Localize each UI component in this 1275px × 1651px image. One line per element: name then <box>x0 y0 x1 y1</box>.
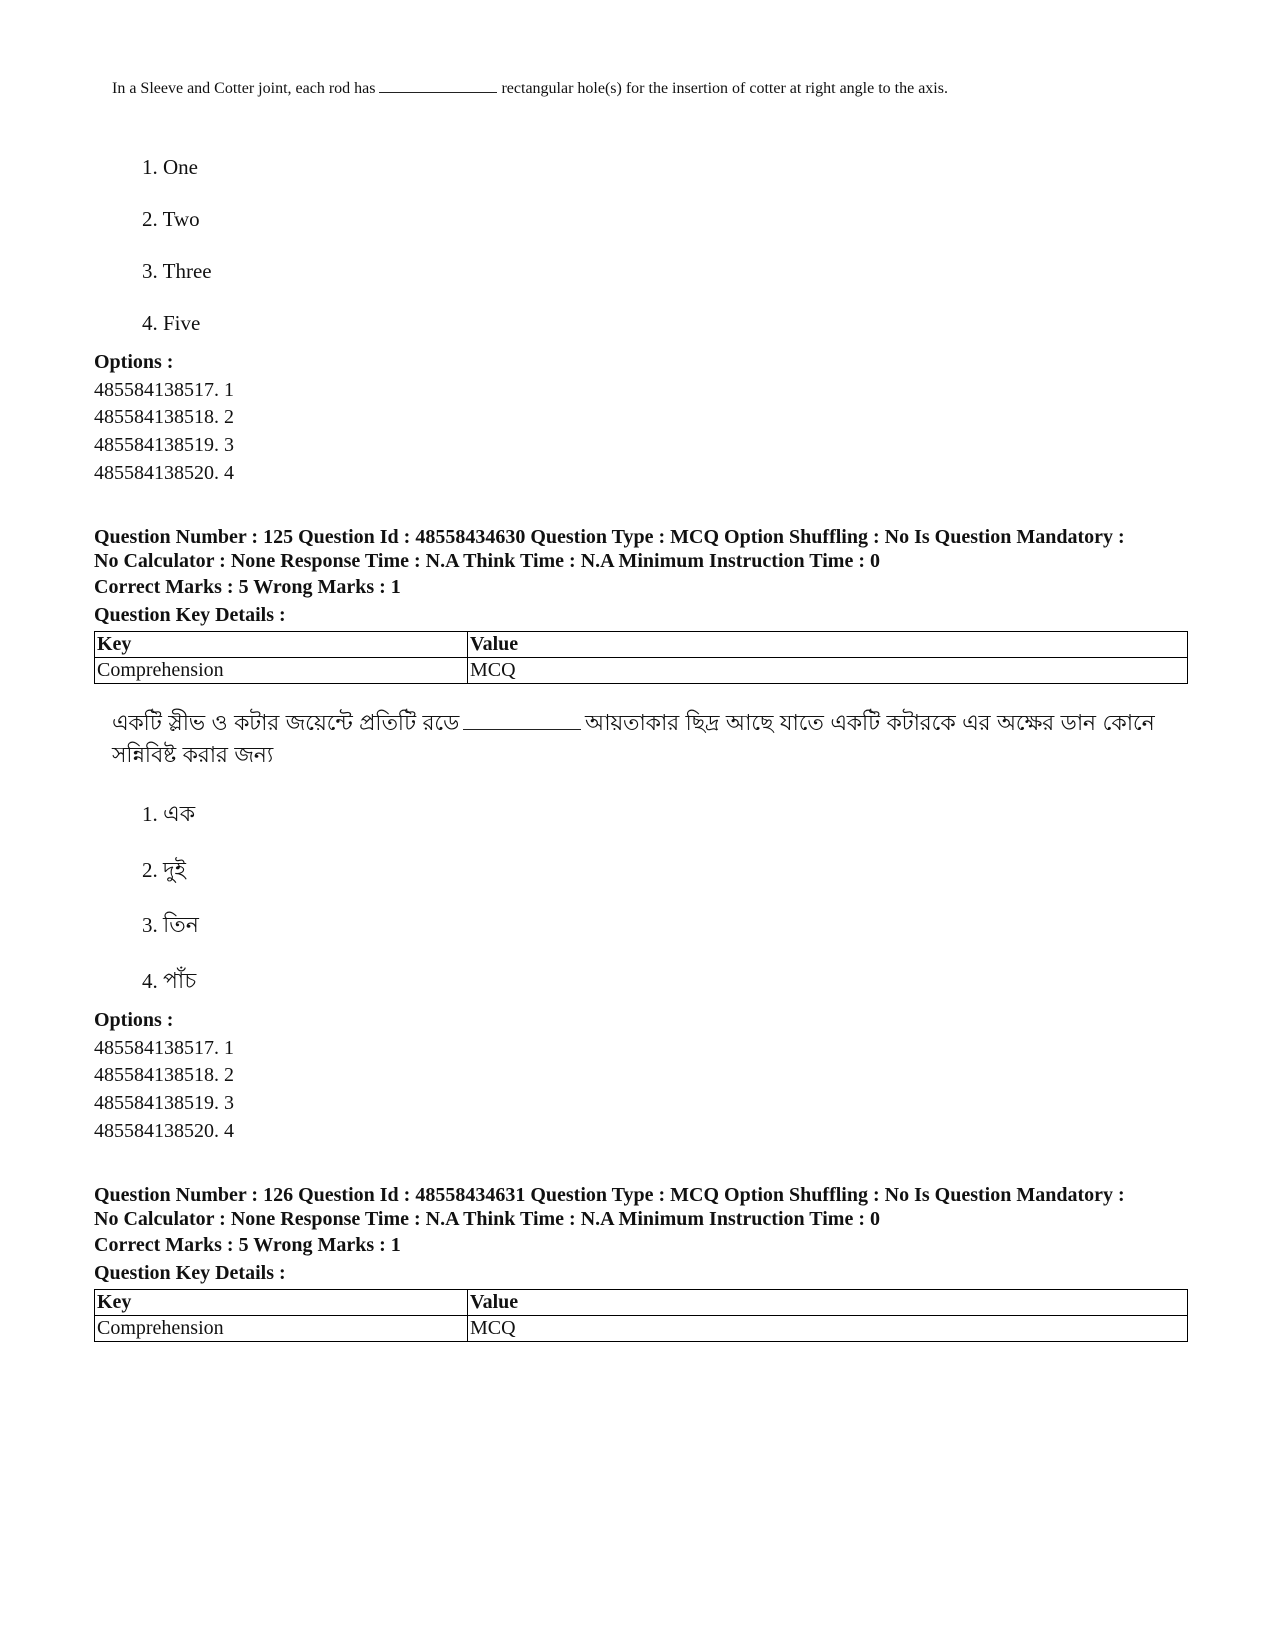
q126-marks: Correct Marks : 5 Wrong Marks : 1 <box>94 1234 401 1256</box>
q126-meta-line1: Question Number : 126 Question Id : 48558434631 Question Type : MCQ Option Shuffling : No Is Question Mandatory : <box>94 1184 1125 1206</box>
q125-option-1: 485584138517. 1 <box>94 1037 234 1059</box>
table-cell-key: Comprehension <box>95 1316 468 1342</box>
q125-meta-line2: No Calculator : None Response Time : N.A Think Time : N.A Minimum Instruction Time : 0 <box>94 550 880 572</box>
table-header-value: Value <box>468 1290 1188 1316</box>
q126-key-details-label: Question Key Details : <box>94 1262 286 1284</box>
question-124-text-before: In a Sleeve and Cotter joint, each rod has <box>112 80 376 97</box>
q125-choice-1: 1. এক <box>142 802 196 827</box>
table-row <box>95 1316 1188 1342</box>
q125-key-details-label: Question Key Details : <box>94 604 286 626</box>
table-cell-value: MCQ <box>468 658 1188 684</box>
q125-meta <box>94 525 1194 573</box>
q124-option-2: 485584138518. 2 <box>94 406 234 428</box>
table-header-row <box>95 1290 1188 1316</box>
question-124-text-after: rectangular hole(s) for the insertion of cotter at right angle to the axis. <box>501 80 948 97</box>
table-header-value: Value <box>468 632 1188 658</box>
question-125-text-before: একটি স্লীভ ও কটার জয়েন্টে প্রতিটি রডে <box>112 711 459 736</box>
q125-marks: Correct Marks : 5 Wrong Marks : 1 <box>94 576 401 598</box>
q126-key-table <box>94 1289 1188 1342</box>
q124-choice-3: 3. Three <box>142 259 212 283</box>
q125-options-label: Options : <box>94 1009 174 1031</box>
q124-choice-4: 4. Five <box>142 311 201 335</box>
q124-option-1: 485584138517. 1 <box>94 379 234 401</box>
answer-blank <box>379 74 497 93</box>
table-cell-value: MCQ <box>468 1316 1188 1342</box>
question-125-text-after: আয়তাকার ছিদ্র আছে যাতে একটি কটারকে এর অক্ষের ডান কোনে সন্নিবিষ্ট করার জন্য <box>112 711 1155 768</box>
q125-choice-4: 4. পাঁচ <box>142 969 197 994</box>
table-cell-key: Comprehension <box>95 658 468 684</box>
question-124-text <box>112 74 1172 102</box>
table-row <box>95 658 1188 684</box>
q125-key-table <box>94 631 1188 684</box>
table-header-key: Key <box>95 632 468 658</box>
q125-option-4: 485584138520. 4 <box>94 1120 234 1142</box>
q125-choice-2: 2. দুই <box>142 858 187 883</box>
question-125-text <box>112 708 1172 772</box>
table-header-key: Key <box>95 1290 468 1316</box>
q125-option-2: 485584138518. 2 <box>94 1064 234 1086</box>
answer-blank <box>463 711 581 730</box>
q124-option-4: 485584138520. 4 <box>94 462 234 484</box>
q126-meta <box>94 1183 1194 1231</box>
q125-option-3: 485584138519. 3 <box>94 1092 234 1114</box>
q126-meta-line2: No Calculator : None Response Time : N.A Think Time : N.A Minimum Instruction Time : 0 <box>94 1208 880 1230</box>
q124-options-label: Options : <box>94 351 174 373</box>
q125-choice-3: 3. তিন <box>142 913 199 938</box>
q124-option-3: 485584138519. 3 <box>94 434 234 456</box>
table-header-row <box>95 632 1188 658</box>
q124-choice-2: 2. Two <box>142 207 200 231</box>
q124-choice-1: 1. One <box>142 155 198 179</box>
q125-meta-line1: Question Number : 125 Question Id : 48558434630 Question Type : MCQ Option Shuffling : No Is Question Mandatory : <box>94 526 1125 548</box>
